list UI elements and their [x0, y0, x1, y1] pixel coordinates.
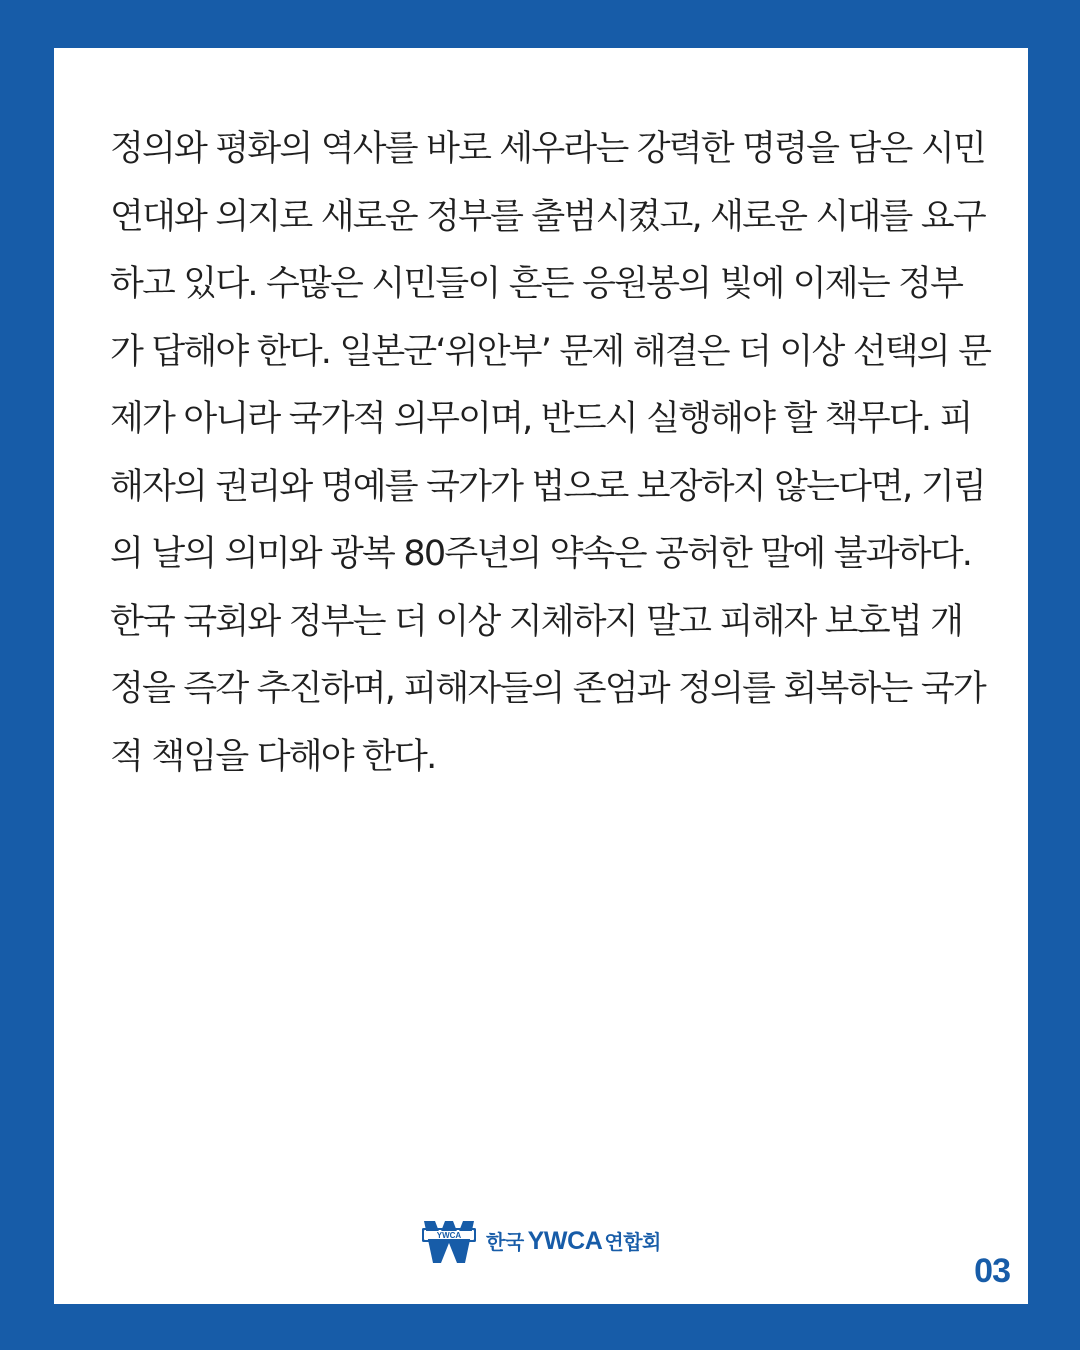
paragraph-line-4: 가 답해야 한다. 일본군‘위안부’ 문제 해결은 더 이상 선택의 문	[110, 331, 991, 372]
page-number: 03	[974, 1252, 1010, 1290]
paragraph-line-1: 정의와 평화의 역사를 바로 세우라는 강력한 명령을 담은 시민	[110, 129, 985, 169]
content-card	[54, 48, 1028, 1304]
paragraph-line-8: 한국 국회와 정부는 더 이상 지체하지 말고 피해자 보호법 개	[110, 601, 963, 642]
paragraph-line-6: 해자의 권리와 명예를 국가가 법으로 보장하지 않는다면, 기림	[110, 466, 985, 507]
paragraph-line-3: 하고 있다. 수많은 시민들이 흔든 응원봉의 빛에 이제는 정부	[110, 264, 963, 304]
ywca-w-logo-icon	[422, 1218, 476, 1264]
logo-korean-suffix: 연합회	[604, 1230, 661, 1254]
paragraph-line-7: 의 날의 의미와 광복 80주년의 약속은 공허한 말에 불과하다.	[110, 534, 972, 574]
logo-ywca-wordmark: YWCA	[527, 1227, 603, 1255]
ywca-logo-text	[486, 1226, 661, 1256]
paragraph-line-5: 제가 아니라 국가적 의무이며, 반드시 실행해야 할 책무다. 피	[110, 399, 972, 439]
logo-mark-text: YWCA	[436, 1231, 462, 1240]
body-paragraph	[110, 116, 990, 791]
paragraph-line-2: 연대와 의지로 새로운 정부를 출범시켰고, 새로운 시대를 요구	[110, 196, 985, 237]
paragraph-line-10: 적 책임을 다해야 한다.	[110, 736, 436, 777]
ywca-logo	[422, 1218, 661, 1264]
paragraph-line-9: 정을 즉각 추진하며, 피해자들의 존엄과 정의를 회복하는 국가	[110, 669, 985, 709]
logo-korean-prefix: 한국	[486, 1230, 524, 1254]
